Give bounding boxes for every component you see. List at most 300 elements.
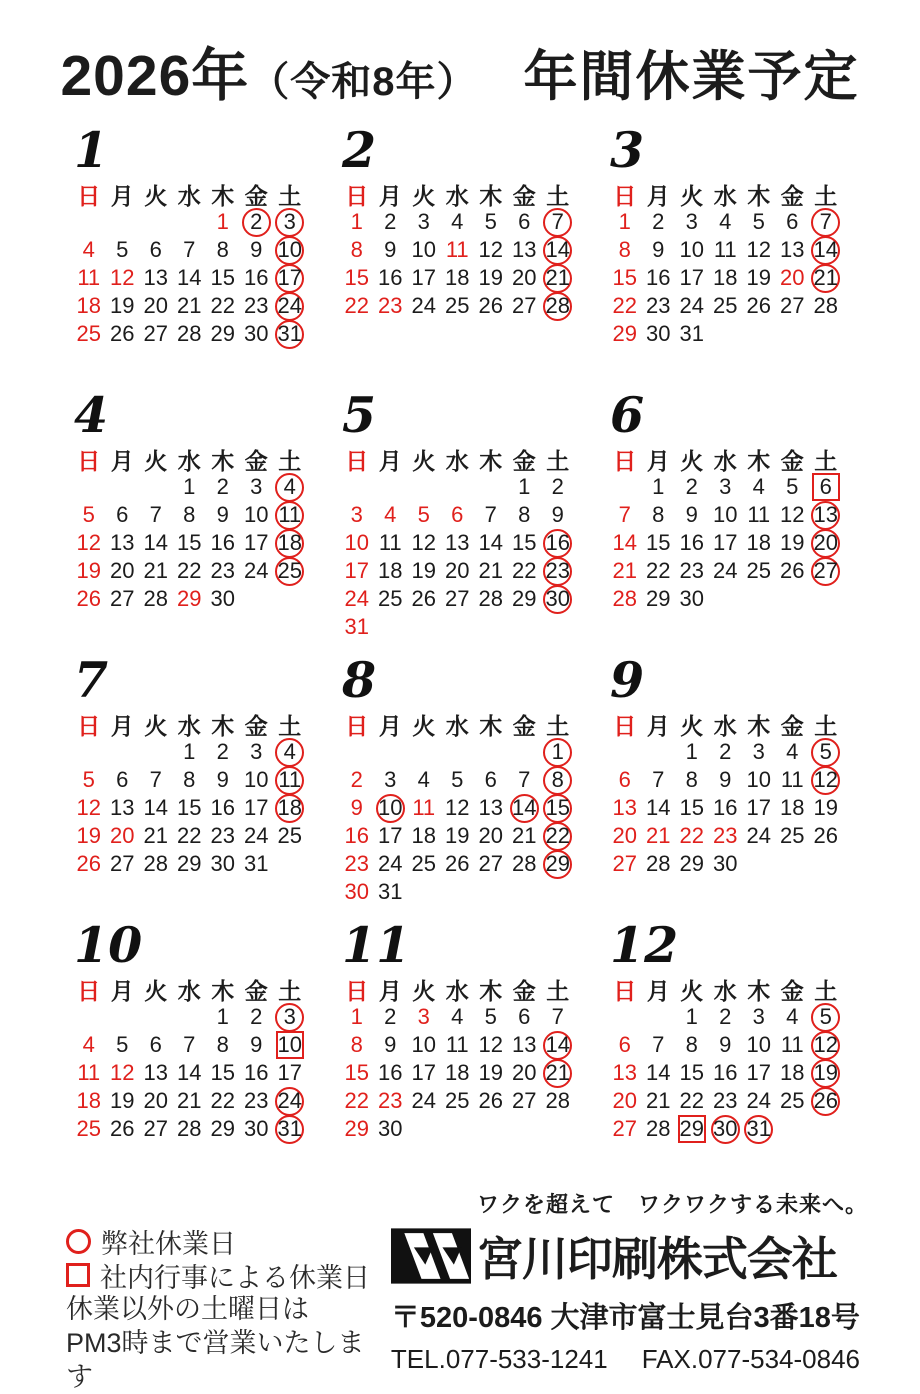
date-cell	[776, 585, 810, 613]
date-5-4: 4	[384, 502, 397, 527]
date-8-20: 20	[478, 823, 503, 848]
date-2-13: 13	[512, 237, 537, 262]
date-cell	[541, 822, 575, 850]
date-7-6: 6	[116, 767, 129, 792]
date-12-29: 29	[679, 1116, 704, 1141]
date-6-17: 17	[713, 530, 738, 555]
date-12-24: 24	[746, 1088, 771, 1113]
date-cell	[474, 1031, 508, 1059]
date-4-10: 10	[244, 502, 269, 527]
date-cell	[340, 557, 374, 585]
date-4-16: 16	[210, 530, 235, 555]
date-cell	[709, 557, 743, 585]
date-cell	[273, 501, 307, 529]
date-1-31: 31	[275, 320, 304, 349]
date-9-24: 24	[746, 823, 771, 848]
date-11-15: 15	[344, 1060, 369, 1085]
date-5-31: 31	[344, 614, 369, 639]
date-cell	[139, 1059, 173, 1087]
day-header: 日	[345, 977, 369, 1004]
date-cell	[72, 794, 106, 822]
date-cell	[374, 1059, 408, 1087]
date-cell	[340, 236, 374, 264]
date-3-7: 7	[811, 208, 840, 237]
month-number-12: 12	[610, 916, 679, 974]
date-cell	[240, 501, 274, 529]
day-header: 日	[345, 712, 369, 739]
legend	[66, 1224, 391, 1392]
day-header: 金	[512, 447, 536, 474]
date-cell	[173, 1059, 207, 1087]
date-cell	[642, 738, 676, 766]
date-7-31: 31	[244, 851, 269, 876]
date-cell	[206, 1115, 240, 1143]
date-cell	[508, 1003, 542, 1031]
date-5-12: 12	[411, 530, 436, 555]
date-7-27: 27	[110, 851, 135, 876]
date-cell	[139, 292, 173, 320]
date-cell	[240, 264, 274, 292]
date-cell	[474, 794, 508, 822]
month-12	[594, 916, 862, 1184]
date-3-16: 16	[646, 265, 671, 290]
date-3-22: 22	[612, 293, 637, 318]
date-cell	[407, 850, 441, 878]
date-2-7: 7	[543, 208, 572, 237]
date-11-17: 17	[411, 1060, 436, 1085]
date-cell	[139, 585, 173, 613]
date-cell	[776, 1059, 810, 1087]
day-header: 月	[378, 182, 402, 209]
date-cell	[508, 264, 542, 292]
date-cell	[642, 264, 676, 292]
date-cell	[809, 1115, 843, 1143]
date-4-22: 22	[177, 558, 202, 583]
date-cell	[273, 738, 307, 766]
date-cell	[206, 1059, 240, 1087]
date-cell	[474, 1115, 508, 1143]
date-cell	[474, 1059, 508, 1087]
date-4-14: 14	[143, 530, 168, 555]
date-cell	[474, 236, 508, 264]
date-3-8: 8	[618, 237, 631, 262]
date-cell	[441, 264, 475, 292]
date-3-31: 31	[679, 321, 704, 346]
date-cell	[106, 1115, 140, 1143]
date-5-9: 9	[551, 502, 564, 527]
date-2-24: 24	[411, 293, 436, 318]
legend-note-1: 休業以外の土曜日は	[66, 1294, 309, 1324]
date-cell	[508, 850, 542, 878]
date-cell	[173, 292, 207, 320]
date-8-7: 7	[518, 767, 531, 792]
date-cell	[407, 292, 441, 320]
date-cell	[608, 1031, 642, 1059]
date-cell	[206, 292, 240, 320]
date-cell	[206, 320, 240, 348]
date-cell	[206, 822, 240, 850]
date-cell	[72, 1003, 106, 1031]
date-cell	[206, 766, 240, 794]
date-cell	[809, 1087, 843, 1115]
date-cell	[608, 822, 642, 850]
date-cell	[642, 794, 676, 822]
date-cell	[240, 850, 274, 878]
day-header: 水	[445, 182, 469, 209]
date-3-18: 18	[713, 265, 738, 290]
date-7-21: 21	[143, 823, 168, 848]
date-cell	[340, 1087, 374, 1115]
date-cell	[642, 557, 676, 585]
month-11	[326, 916, 594, 1184]
day-header: 金	[244, 447, 268, 474]
day-header: 月	[378, 447, 402, 474]
date-cell	[709, 1115, 743, 1143]
date-9-3: 3	[752, 739, 765, 764]
date-cell	[139, 501, 173, 529]
date-3-26: 26	[746, 293, 771, 318]
date-9-27: 27	[612, 851, 637, 876]
date-cell	[240, 292, 274, 320]
date-7-1: 1	[183, 739, 196, 764]
date-cell	[709, 473, 743, 501]
date-2-23: 23	[378, 293, 403, 318]
date-9-13: 13	[612, 795, 637, 820]
date-cell	[608, 501, 642, 529]
day-header: 土	[278, 447, 302, 474]
date-cell	[675, 1003, 709, 1031]
date-10-29: 29	[210, 1116, 235, 1141]
day-header: 火	[412, 712, 436, 739]
date-cell	[441, 501, 475, 529]
date-6-25: 25	[746, 558, 771, 583]
date-cell	[374, 236, 408, 264]
date-cell	[508, 878, 542, 906]
date-cell	[407, 766, 441, 794]
date-8-13: 13	[478, 795, 503, 820]
date-12-18: 18	[780, 1060, 805, 1085]
date-cell	[709, 766, 743, 794]
date-12-25: 25	[780, 1088, 805, 1113]
date-3-13: 13	[780, 237, 805, 262]
date-cell	[541, 264, 575, 292]
date-cell	[675, 850, 709, 878]
date-1-12: 12	[110, 265, 135, 290]
date-12-13: 13	[612, 1060, 637, 1085]
title-year: 2026年	[60, 44, 250, 108]
company-name: 宮川印刷株式会社	[476, 1233, 837, 1285]
date-5-21: 21	[478, 558, 503, 583]
date-cell	[72, 473, 106, 501]
date-6-4: 4	[752, 474, 765, 499]
date-cell	[173, 473, 207, 501]
date-3-6: 6	[786, 209, 799, 234]
date-cell	[675, 1031, 709, 1059]
date-cell	[742, 1031, 776, 1059]
date-cell	[742, 794, 776, 822]
date-cell	[675, 208, 709, 236]
day-header: 水	[445, 712, 469, 739]
date-cell	[240, 208, 274, 236]
date-cell	[608, 1115, 642, 1143]
date-cell	[541, 878, 575, 906]
date-4-1: 1	[183, 474, 196, 499]
date-cell	[508, 1087, 542, 1115]
date-9-25: 25	[780, 823, 805, 848]
date-cell	[474, 501, 508, 529]
date-cell	[340, 529, 374, 557]
day-header: 水	[445, 977, 469, 1004]
date-8-6: 6	[484, 767, 497, 792]
date-12-14: 14	[646, 1060, 671, 1085]
date-cell	[675, 1115, 709, 1143]
date-7-18: 18	[275, 794, 304, 823]
date-3-25: 25	[713, 293, 738, 318]
date-12-11: 11	[780, 1032, 804, 1057]
date-7-19: 19	[76, 823, 101, 848]
date-1-18: 18	[76, 293, 101, 318]
date-11-9: 9	[384, 1032, 397, 1057]
date-cell	[206, 501, 240, 529]
date-cell	[474, 529, 508, 557]
date-7-24: 24	[244, 823, 269, 848]
date-10-12: 12	[110, 1060, 135, 1085]
date-cell	[407, 1087, 441, 1115]
date-cell	[474, 585, 508, 613]
company-tel: TEL.077-533-1241	[390, 1344, 608, 1374]
date-cell	[240, 1087, 274, 1115]
date-cell	[139, 738, 173, 766]
calendar-page	[0, 30, 920, 1390]
date-11-10: 10	[411, 1032, 436, 1057]
date-cell	[709, 208, 743, 236]
month-number-11: 11	[342, 916, 411, 974]
date-6-3: 3	[719, 474, 732, 499]
month-9	[594, 651, 862, 919]
date-9-23: 23	[713, 823, 738, 848]
date-11-29: 29	[344, 1116, 369, 1141]
date-cell	[72, 1115, 106, 1143]
date-cell	[474, 822, 508, 850]
date-10-4: 4	[82, 1032, 95, 1057]
day-header: 金	[244, 977, 268, 1004]
day-header: 木	[479, 977, 503, 1004]
date-cell	[173, 1115, 207, 1143]
date-cell	[139, 529, 173, 557]
date-6-21: 21	[612, 558, 637, 583]
day-header: 月	[110, 977, 134, 1004]
date-cell	[709, 850, 743, 878]
date-5-8: 8	[518, 502, 531, 527]
date-cell	[675, 529, 709, 557]
date-cell	[675, 766, 709, 794]
date-cell	[240, 1003, 274, 1031]
month-2	[326, 121, 594, 389]
date-7-9: 9	[216, 767, 229, 792]
date-cell	[776, 292, 810, 320]
date-10-18: 18	[76, 1088, 101, 1113]
date-7-26: 26	[76, 851, 101, 876]
date-cell	[273, 473, 307, 501]
date-4-23: 23	[210, 558, 235, 583]
date-cell	[474, 208, 508, 236]
date-5-11: 11	[378, 530, 402, 555]
date-cell	[776, 501, 810, 529]
date-cell	[541, 738, 575, 766]
date-cell	[608, 850, 642, 878]
date-cell	[173, 501, 207, 529]
date-cell	[709, 320, 743, 348]
day-header: 水	[177, 447, 201, 474]
date-1-22: 22	[210, 293, 235, 318]
date-cell	[608, 292, 642, 320]
date-cell	[642, 501, 676, 529]
date-1-5: 5	[116, 237, 129, 262]
date-8-2: 2	[350, 767, 363, 792]
date-cell	[508, 1059, 542, 1087]
date-cell	[206, 1003, 240, 1031]
date-5-5: 5	[417, 502, 430, 527]
date-11-21: 21	[543, 1059, 572, 1088]
date-4-25: 25	[275, 557, 304, 586]
date-cell	[72, 501, 106, 529]
date-cell	[139, 1003, 173, 1031]
date-cell	[240, 473, 274, 501]
date-cell	[273, 236, 307, 264]
date-cell	[474, 557, 508, 585]
date-3-3: 3	[685, 209, 698, 234]
date-6-15: 15	[646, 530, 671, 555]
date-1-27: 27	[143, 321, 168, 346]
date-cell	[642, 208, 676, 236]
date-cell	[441, 738, 475, 766]
month-7	[58, 651, 326, 919]
date-3-11: 11	[713, 237, 737, 262]
date-cell	[374, 473, 408, 501]
date-12-1: 1	[685, 1004, 698, 1029]
date-12-31: 31	[744, 1115, 773, 1144]
date-cell	[608, 557, 642, 585]
date-cell	[273, 1115, 307, 1143]
date-5-22: 22	[512, 558, 537, 583]
date-5-18: 18	[378, 558, 403, 583]
date-5-7: 7	[484, 502, 497, 527]
date-4-11: 11	[275, 501, 304, 530]
date-6-16: 16	[679, 530, 704, 555]
date-cell	[742, 738, 776, 766]
date-cell	[106, 1031, 140, 1059]
date-cell	[809, 529, 843, 557]
date-10-16: 16	[244, 1060, 269, 1085]
date-cell	[340, 878, 374, 906]
date-3-28: 28	[813, 293, 838, 318]
day-header: 土	[278, 182, 302, 209]
date-11-28: 28	[545, 1088, 570, 1113]
date-cell	[508, 1031, 542, 1059]
date-9-14: 14	[646, 795, 671, 820]
date-8-22: 22	[543, 822, 572, 851]
date-8-19: 19	[445, 823, 470, 848]
date-cell	[608, 738, 642, 766]
date-12-20: 20	[612, 1088, 637, 1113]
day-header: 日	[77, 712, 101, 739]
company-fax: FAX.077-534-0846	[641, 1344, 861, 1374]
day-header: 金	[512, 182, 536, 209]
date-10-26: 26	[110, 1116, 135, 1141]
date-8-26: 26	[445, 851, 470, 876]
date-cell	[742, 850, 776, 878]
date-cell	[139, 236, 173, 264]
date-9-17: 17	[746, 795, 771, 820]
date-1-8: 8	[216, 237, 229, 262]
date-9-11: 11	[780, 767, 804, 792]
date-cell	[72, 320, 106, 348]
date-cell	[340, 501, 374, 529]
date-cell	[508, 766, 542, 794]
date-cell	[72, 766, 106, 794]
date-cell	[273, 850, 307, 878]
date-1-25: 25	[76, 321, 101, 346]
date-cell	[407, 473, 441, 501]
date-cell	[809, 822, 843, 850]
day-header: 月	[110, 182, 134, 209]
day-header: 土	[814, 447, 838, 474]
date-cell	[776, 236, 810, 264]
date-cell	[240, 1031, 274, 1059]
date-2-6: 6	[518, 209, 531, 234]
month-8	[326, 651, 594, 919]
date-cell	[776, 766, 810, 794]
date-5-17: 17	[344, 558, 369, 583]
day-header: 金	[512, 712, 536, 739]
date-cell	[340, 738, 374, 766]
date-cell	[374, 878, 408, 906]
date-cell	[642, 1115, 676, 1143]
date-cell	[675, 292, 709, 320]
date-cell	[809, 264, 843, 292]
day-header: 月	[110, 712, 134, 739]
date-cell	[441, 878, 475, 906]
date-cell	[206, 1087, 240, 1115]
date-8-10: 10	[376, 794, 405, 823]
date-cell	[273, 292, 307, 320]
date-9-28: 28	[646, 851, 671, 876]
date-cell	[240, 320, 274, 348]
date-10-13: 13	[143, 1060, 168, 1085]
date-cell	[374, 1031, 408, 1059]
date-9-10: 10	[746, 767, 771, 792]
date-cell	[72, 236, 106, 264]
date-cell	[206, 529, 240, 557]
month-number-4: 4	[74, 386, 109, 444]
holiday-circle-icon	[66, 1229, 91, 1254]
date-cell	[709, 264, 743, 292]
date-2-5: 5	[484, 209, 497, 234]
date-cell	[173, 208, 207, 236]
date-10-2: 2	[250, 1004, 263, 1029]
date-9-16: 16	[713, 795, 738, 820]
date-cell	[340, 208, 374, 236]
date-cell	[139, 557, 173, 585]
date-cell	[809, 794, 843, 822]
date-cell	[106, 473, 140, 501]
date-7-25: 25	[277, 823, 302, 848]
date-cell	[139, 1115, 173, 1143]
date-cell	[508, 1115, 542, 1143]
date-2-10: 10	[411, 237, 436, 262]
date-8-17: 17	[378, 823, 403, 848]
date-cell	[541, 473, 575, 501]
